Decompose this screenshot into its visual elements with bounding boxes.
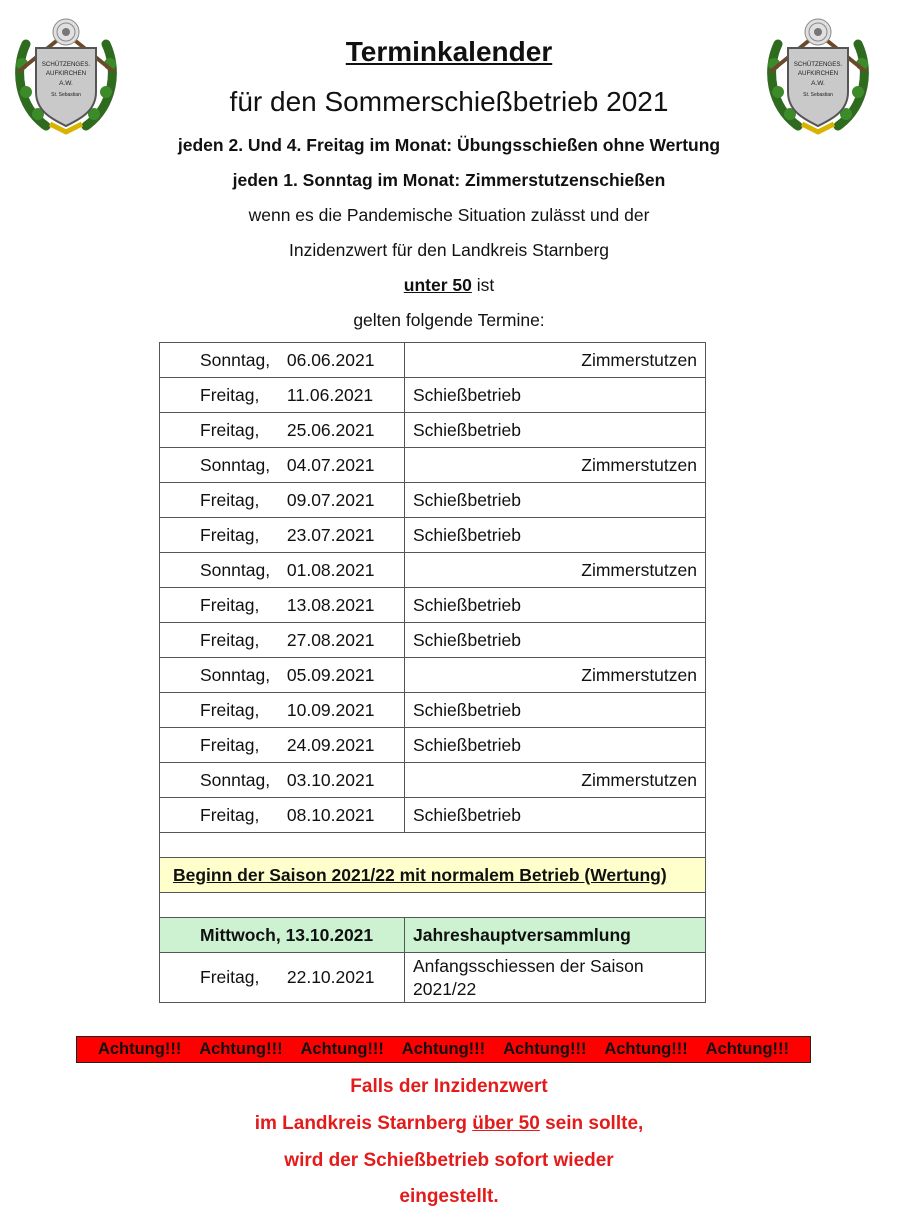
weekday: Freitag, <box>200 594 260 615</box>
schedule-row <box>160 658 706 693</box>
warning-line-2: im Landkreis Starnberg über 50 sein sollte, <box>254 1113 644 1134</box>
schedule-date-cell <box>160 728 405 763</box>
date: 06.06.2021 <box>286 349 375 370</box>
date: 23.07.2021 <box>286 524 375 545</box>
schedule-date-cell <box>160 483 405 518</box>
condition-line-3: unter 50 ist <box>403 275 495 295</box>
schedule-date-cell <box>160 693 405 728</box>
schedule-row <box>160 693 706 728</box>
warning-line-3: wird der Schießbetrieb sofort wieder <box>284 1150 614 1171</box>
event-date-cell: Freitag, 22.10.2021 <box>160 953 405 1003</box>
warning-bar-item: Achtung!!! <box>300 1040 384 1058</box>
schedule-activity-cell: Zimmerstutzen <box>405 448 706 483</box>
date: 11.06.2021 <box>286 384 374 405</box>
warning-bar-item: Achtung!!! <box>503 1040 587 1058</box>
schedule-row <box>160 518 706 553</box>
season-note-row <box>160 858 706 893</box>
schedule-row <box>160 728 706 763</box>
date: 05.09.2021 <box>286 664 375 685</box>
date: 10.09.2021 <box>286 699 375 720</box>
event-activity-cell: Anfangsschiessen der Saison 2021/22 <box>405 953 706 1003</box>
schedule-activity-cell: Schießbetrieb <box>405 483 706 518</box>
weekday: Sonntag, <box>200 559 271 580</box>
spacer-row <box>160 833 706 858</box>
date: 13.08.2021 <box>286 594 375 615</box>
schedule-date-cell <box>160 553 405 588</box>
friday-rule: jeden 2. Und 4. Freitag im Monat: Übungsschießen ohne Wertung <box>177 135 721 155</box>
schedule-activity-cell: Zimmerstutzen <box>405 658 706 693</box>
svg-text:SCHÜTZENGES.: SCHÜTZENGES. <box>793 61 843 68</box>
warning-bar <box>76 1036 811 1063</box>
schedule-activity-cell: Schießbetrieb <box>405 588 706 623</box>
schedule-activity-cell: Schießbetrieb <box>405 693 706 728</box>
date: 08.10.2021 <box>286 804 375 825</box>
schedule-row <box>160 413 706 448</box>
schedule-date-cell <box>160 378 405 413</box>
schedule-row <box>160 623 706 658</box>
season-note: Beginn der Saison 2021/22 mit normalem Betrieb (Wertung) <box>160 858 706 893</box>
schedule-activity-cell: Schießbetrieb <box>405 378 706 413</box>
schedule-date-cell <box>160 763 405 798</box>
svg-text:A.W.: A.W. <box>59 80 73 87</box>
warning-bar-item: Achtung!!! <box>199 1040 283 1058</box>
date: 01.08.2021 <box>286 559 375 580</box>
schedule-activity-cell: Zimmerstutzen <box>405 553 706 588</box>
warning-bar-item: Achtung!!! <box>705 1040 790 1058</box>
schedule-row <box>160 588 706 623</box>
weekday: Sonntag, <box>200 454 271 475</box>
schedule-row <box>160 798 706 833</box>
schedule-table <box>159 342 706 1003</box>
condition-line-1: wenn es die Pandemische Situation zulässt und der <box>248 205 650 225</box>
schedule-activity-cell: Zimmerstutzen <box>405 343 706 378</box>
schedule-date-cell <box>160 448 405 483</box>
date: 27.08.2021 <box>286 629 375 650</box>
weekday: Freitag, <box>200 804 260 825</box>
condition-line-4: gelten folgende Termine: <box>353 310 545 330</box>
weekday: Sonntag, <box>200 349 271 370</box>
date: 03.10.2021 <box>286 769 375 790</box>
svg-text:AUFKIRCHEN: AUFKIRCHEN <box>45 70 87 77</box>
schedule-row <box>160 763 706 798</box>
weekday: Freitag, <box>200 734 260 755</box>
weekday: Freitag, <box>200 699 260 720</box>
warning-threshold: über 50 <box>472 1113 540 1134</box>
schedule-row <box>160 378 706 413</box>
schedule-date-cell <box>160 623 405 658</box>
date: 04.07.2021 <box>286 454 375 475</box>
schedule-activity-cell: Schießbetrieb <box>405 413 706 448</box>
page-title: Terminkalender <box>345 36 553 67</box>
threshold-text: unter 50 <box>403 275 472 295</box>
weekday: Freitag, <box>200 384 260 405</box>
schedule-row <box>160 483 706 518</box>
schedule-date-cell <box>160 658 405 693</box>
schedule-activity-cell: Schießbetrieb <box>405 623 706 658</box>
date: 09.07.2021 <box>286 489 375 510</box>
svg-text:St. Sebastian: St. Sebastian <box>803 92 833 98</box>
schedule-activity-cell: Schießbetrieb <box>405 518 706 553</box>
condition-line-2: Inzidenzwert für den Landkreis Starnberg <box>288 240 610 260</box>
schedule-row <box>160 553 706 588</box>
schedule-row <box>160 343 706 378</box>
svg-text:SCHÜTZENGES.: SCHÜTZENGES. <box>41 61 91 68</box>
schedule-activity-cell: Zimmerstutzen <box>405 763 706 798</box>
warning-bar-item: Achtung!!! <box>604 1040 688 1058</box>
schedule-row <box>160 448 706 483</box>
weekday: Freitag, <box>200 524 260 545</box>
schedule-activity-cell: Schießbetrieb <box>405 798 706 833</box>
sunday-rule: jeden 1. Sonntag im Monat: Zimmerstutzenschießen <box>232 170 666 190</box>
schedule-date-cell <box>160 588 405 623</box>
weekday: Sonntag, <box>200 664 271 685</box>
svg-text:AUFKIRCHEN: AUFKIRCHEN <box>797 70 839 77</box>
page-subtitle: für den Sommerschießbetrieb 2021 <box>229 86 669 117</box>
schedule-activity-cell: Schießbetrieb <box>405 728 706 763</box>
weekday: Freitag, <box>200 489 260 510</box>
event-row <box>160 918 706 953</box>
weekday: Freitag, <box>200 629 260 650</box>
svg-text:A.W.: A.W. <box>811 80 825 87</box>
warning-bar-item: Achtung!!! <box>97 1040 182 1058</box>
warning-bar-item: Achtung!!! <box>401 1040 486 1058</box>
svg-text:St. Sebastian: St. Sebastian <box>51 92 81 98</box>
event-row <box>160 953 706 1003</box>
date: 24.09.2021 <box>286 734 375 755</box>
weekday: Sonntag, <box>200 769 271 790</box>
spacer-row <box>160 893 706 918</box>
schedule-date-cell <box>160 343 405 378</box>
schedule-date-cell <box>160 798 405 833</box>
warning-line-4: eingestellt. <box>399 1186 499 1207</box>
event-activity-cell: Jahreshauptversammlung <box>405 918 706 953</box>
event-date-cell: Mittwoch, 13.10.2021 <box>160 918 405 953</box>
date: 25.06.2021 <box>286 419 375 440</box>
warning-line-1: Falls der Inzidenzwert <box>350 1076 548 1097</box>
schedule-date-cell <box>160 518 405 553</box>
schedule-date-cell <box>160 413 405 448</box>
weekday: Freitag, <box>200 419 260 440</box>
